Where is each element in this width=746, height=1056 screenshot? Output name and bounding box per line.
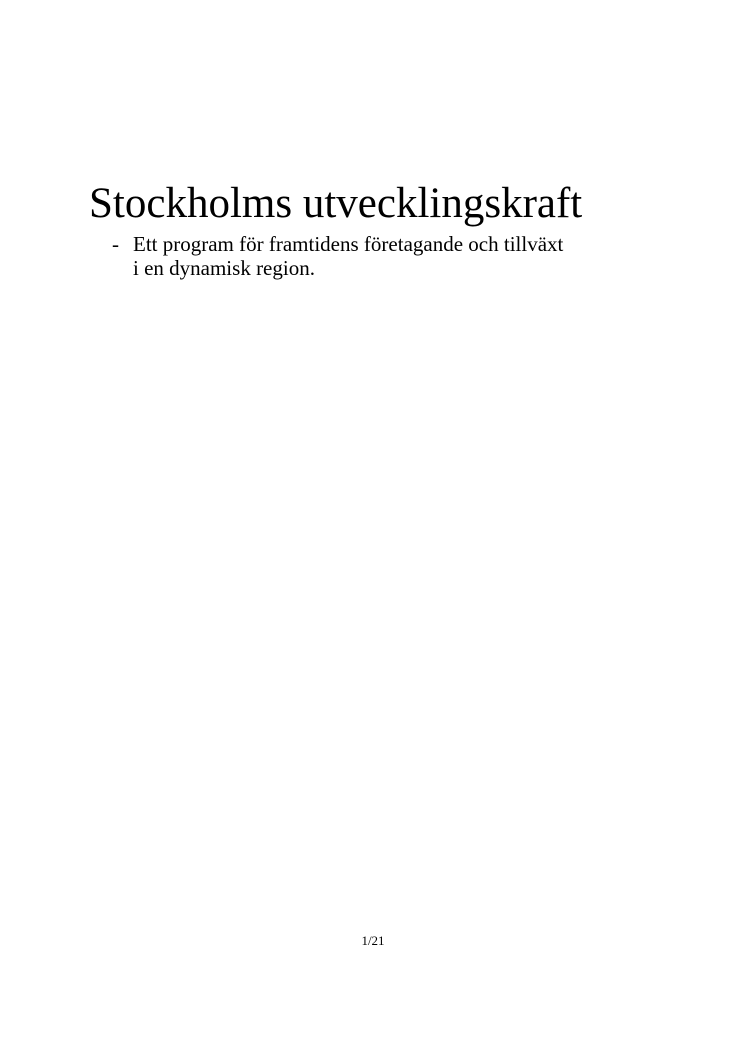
subtitle-line-2: i en dynamisk region. [133,256,315,280]
page-number: 1/21 [361,933,385,948]
document-subtitle [112,232,563,280]
subtitle-dash: - [112,232,119,256]
subtitle-line-1: Ett program för framtidens företagande och tillväxt [133,232,564,256]
subtitle-first-line [112,232,563,256]
document-title: Stockholms utvecklingskraft [89,180,583,227]
